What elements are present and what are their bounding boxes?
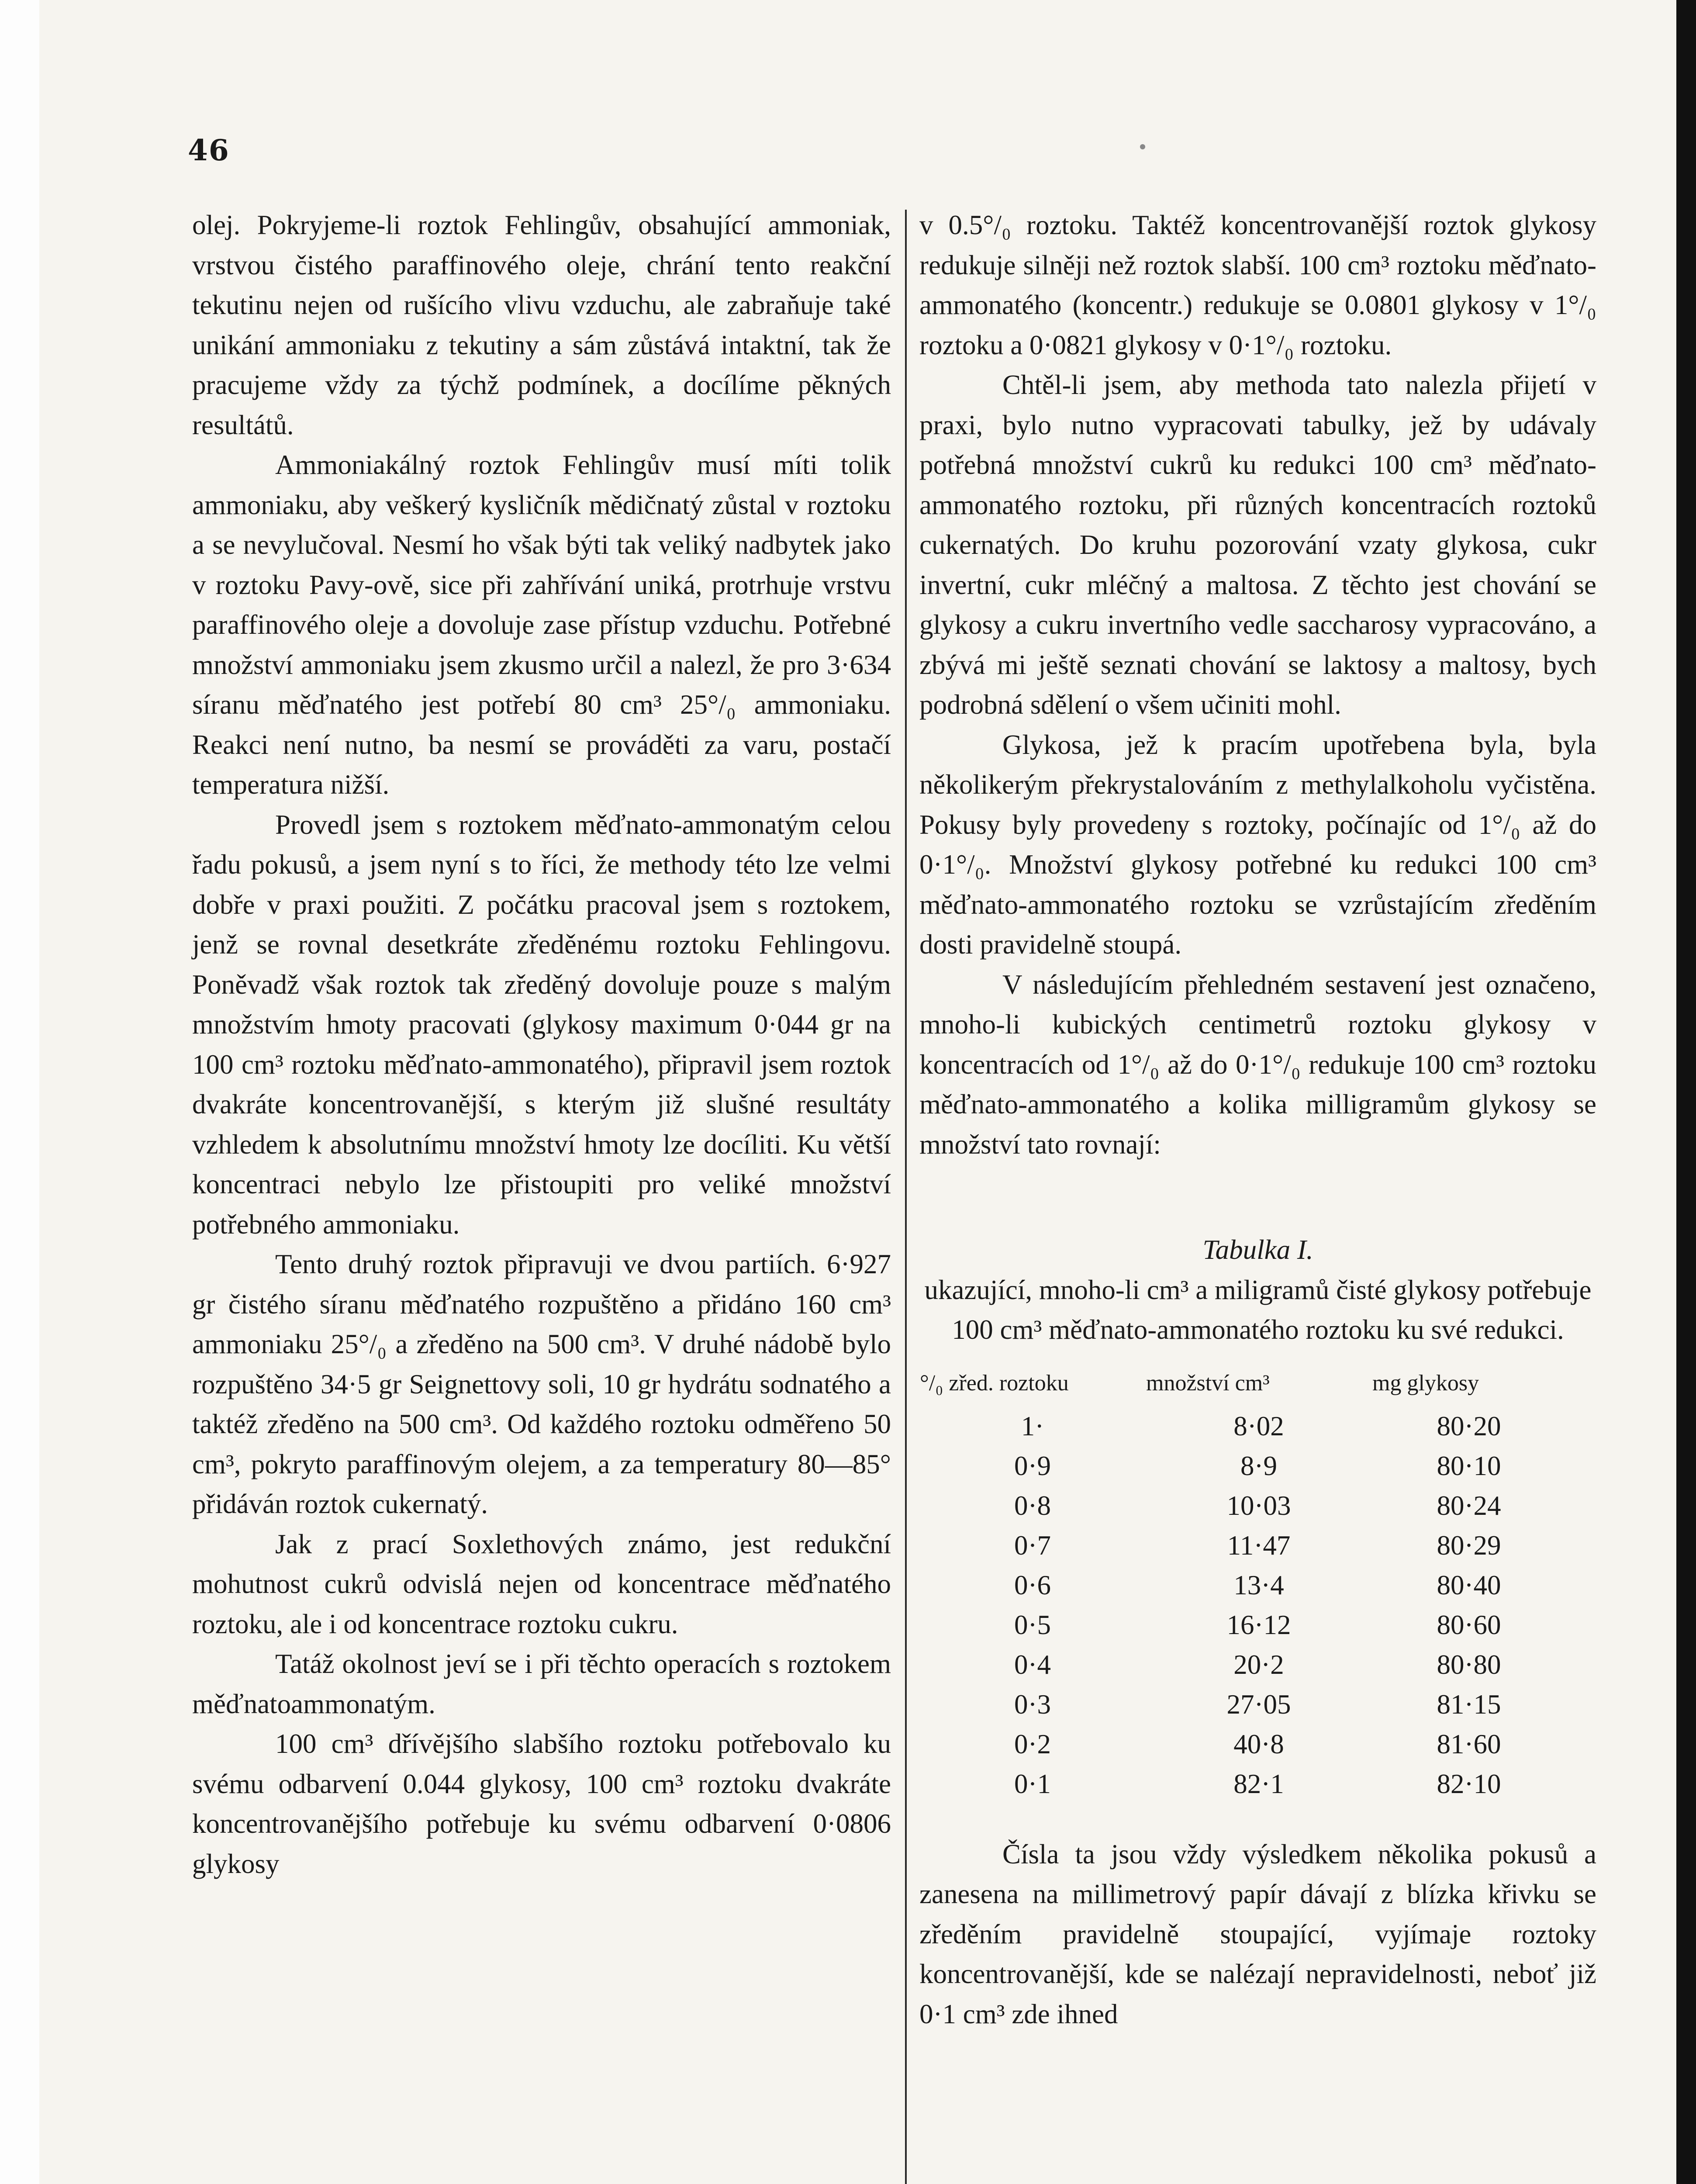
paragraph: Čísla ta jsou vždy výsledkem několika pokusů a zanesena na millimetrový papír dávají z blízka křivku se zředěním pravidelně stoupající, vyjímaje roztoky koncentrovanější, kde se nalézají nepravidelnosti, neboť již 0·1 cm³ zde ihned — [919, 1838, 1596, 2029]
table-row — [919, 1605, 1566, 1645]
table-cell: 40·8 — [1233, 1728, 1284, 1759]
table-row — [919, 1526, 1566, 1565]
paragraph: Tento druhý roztok připravuji ve dvou partiích. 6·927 gr čistého síranu měďnatého rozpuštěno a přidáno 160 cm³ ammoniaku 25°/₀ a zředěno na 500 cm³. V druhé nádobě bylo rozpuštěno 34·5 gr Seignettovy soli, 10 gr hydrátu sodnatého a taktéž zředěno na 500 cm³. Od každého roztoku odměřeno 50 cm³, pokryto paraffinovým olejem, a za temperatury 80—85° přidáván roztok cukernatý. — [192, 1249, 891, 1519]
table-cell: 81·15 — [1437, 1689, 1501, 1720]
table-row — [919, 1565, 1566, 1605]
table-cell: 80·80 — [1437, 1649, 1501, 1680]
table-cell: 0·2 — [1014, 1728, 1051, 1759]
scan-speck — [1140, 144, 1145, 149]
table-cell: 80·29 — [1437, 1530, 1501, 1561]
table-cell: 27·05 — [1226, 1689, 1291, 1720]
paragraph: Jak z prací Soxlethových známo, jest redukční mohutnost cukrů odvislá nejen od koncentrace měďnatého roztoku, ale i od koncentrace roztoku cukru. — [192, 1528, 891, 1639]
paragraph: v 0.5°/₀ roztoku. Taktéž koncentrovanější roztok glykosy redukuje silněji než roztok slabší. 100 cm³ roztoku měďnato-ammonatého (koncentr.) redukuje se 0.0801 glykosy v 1°/₀ roztoku a 0·0821 glykosy v 0·1°/₀ roztoku. — [919, 210, 1596, 360]
paragraph: 100 cm³ dřívějšího slabšího roztoku potřebovalo ku svému odbarvení 0.044 glykosy, 100 cm³ roztoku dvakráte koncentrovanějšího potřebuje ku svému odbarvení 0·0806 glykosy — [192, 1728, 891, 1879]
table-cell: 1· — [1021, 1410, 1044, 1441]
glucose-table — [919, 1363, 1566, 1804]
table-cell: 0·3 — [1014, 1689, 1051, 1720]
table-row — [919, 1486, 1566, 1526]
column-header: mg glykosy — [1372, 1370, 1479, 1396]
table-cell: 82·1 — [1233, 1768, 1284, 1799]
table-cell: 81·60 — [1437, 1728, 1501, 1759]
table-header-row — [919, 1363, 1566, 1406]
table-row — [919, 1724, 1566, 1764]
table-cell: 0·7 — [1014, 1530, 1051, 1561]
table-cell: 0·8 — [1014, 1490, 1051, 1521]
table-cell: 20·2 — [1233, 1649, 1284, 1680]
table-cell: 10·03 — [1226, 1490, 1291, 1521]
table-row — [919, 1645, 1566, 1685]
paragraph: V následujícím přehledném sestavení jest označeno, mnoho-li kubických centimetrů roztoku glykosy v koncentracích od 1°/₀ až do 0·1°/₀ redukuje 100 cm³ roztoku měďnato-ammonatého a kolika milligramům glykosy se množství tato rovnají: — [919, 969, 1596, 1160]
scan-margin-right — [1676, 0, 1696, 2184]
table-caption: Tabulka I. — [1202, 1234, 1313, 1265]
paragraph: Provedl jsem s roztokem měďnato-ammonatým celou řadu pokusů, a jsem nyní s to říci, že methody této lze velmi dobře v praxi použiti. Z počátku pracoval jsem s roztokem, jenž se rovnal desetkráte zředěnému roztoku Fehlingovu. Poněvadž však roztok tak zředěný dovoluje pouze s malým množstvím hmoty pracovati (glykosy maximum 0·044 gr na 100 cm³ roztoku měďnato-ammonatého), připravil jsem roztok dvakráte koncentrovanější, s kterým již slušné resultáty vzhledem k absolutnímu množství hmoty lze docíliti. Ku větší koncentraci nebylo lze přistoupiti pro veliké množství potřebného ammoniaku. — [192, 809, 891, 1240]
paragraph: Ammoniakálný roztok Fehlingův musí míti tolik ammoniaku, aby veškerý kysličník mědičnatý zůstal v roztoku a se nevylučoval. Nesmí ho však býti tak veliký nadbytek jako v roztoku Pavy-ově, sice při zahřívání uniká, protrhuje vrstvu paraffinového oleje a dovoluje zase přístup vzduchu. Potřebné množství ammoniaku jsem zkusmo určil a nalezl, že pro 3·634 síranu měďnatého jest potřebí 80 cm³ 25°/₀ ammoniaku. Reakci není nutno, ba nesmí se prováděti za varu, postačí temperatura nižší. — [192, 449, 891, 800]
paragraph: Glykosa, jež k pracím upotřebena byla, byla několikerým překrystalováním z methylalkoholu vyčistěna. Pokusy byly provedeny s roztoky, počínajíc od 1°/₀ až do 0·1°/₀. Množství glykosy potřebné ku redukci 100 cm³ měďnato-ammonatého roztoku se vzrůstajícím zředěním dosti pravidelně stoupá. — [919, 729, 1596, 960]
table-cell: 8·02 — [1233, 1410, 1284, 1441]
table-row — [919, 1406, 1566, 1446]
table-cell: 13·4 — [1233, 1569, 1284, 1600]
table-cell: 0·5 — [1014, 1609, 1051, 1640]
table-cell: 0·6 — [1014, 1569, 1051, 1600]
table-description: ukazující, mnoho-li cm³ a miligramů čisté glykosy potřebuje 100 cm³ měďnato-ammonatého roztoku ku své redukci. — [924, 1274, 1592, 1345]
table-cell: 80·24 — [1437, 1490, 1501, 1521]
paragraph: olej. Pokryjeme-li roztok Fehlingův, obsahující ammoniak, vrstvou čistého paraffinového oleje, chrání tento reakční tekutinu nejen od rušícího vlivu vzduchu, ale zabraňuje také unikání ammoniaku z tekutiny a sám zůstává intaktní, tak že pracujeme vždy za týchž podmínek, a docílíme pěkných resultátů. — [192, 210, 891, 440]
table-row — [919, 1685, 1566, 1724]
table-cell: 80·20 — [1437, 1410, 1501, 1441]
column-header: množství cm³ — [1146, 1370, 1270, 1396]
table-cell: 82·10 — [1437, 1768, 1501, 1799]
table-row — [919, 1764, 1566, 1804]
scan-margin-left — [0, 0, 39, 2184]
table-cell: 0·1 — [1014, 1768, 1051, 1799]
column-header: °/₀ zřed. roztoku — [920, 1370, 1069, 1396]
table-cell: 8·9 — [1240, 1450, 1277, 1481]
table-cell: 0·9 — [1014, 1450, 1051, 1481]
table-cell: 80·40 — [1437, 1569, 1501, 1600]
table-cell: 11·47 — [1227, 1530, 1291, 1561]
right-column — [919, 205, 1596, 2034]
table-row — [919, 1446, 1566, 1486]
paragraph: Tatáž okolnost jeví se i při těchto operacích s roztokem měďnatoammonatým. — [192, 1648, 891, 1719]
paragraph: Chtěl-li jsem, aby methoda tato nalezla přijetí v praxi, bylo nutno vypracovati tabulky, jež by udávaly potřebná množství cukrů ku redukci 100 cm³ měďnato-ammonatého roztoku, při různých koncentracích roztoků cukernatých. Do kruhu pozorování vzaty glykosa, cukr invertní, cukr mléčný a maltosa. Z těchto jest chování se glykosy a cukru invertního vedle saccharosy vypracováno, a zbývá mi ještě seznati chování se laktosy a maltosy, bych podrobná sdělení o všem učiniti mohl. — [919, 370, 1596, 720]
column-divider — [905, 210, 907, 2184]
table-cell: 16·12 — [1226, 1609, 1291, 1640]
table-cell: 0·4 — [1014, 1649, 1051, 1680]
page-number: 46 — [188, 133, 230, 167]
table-cell: 80·10 — [1437, 1450, 1501, 1481]
table-cell: 80·60 — [1437, 1609, 1501, 1640]
left-column — [192, 205, 891, 1884]
